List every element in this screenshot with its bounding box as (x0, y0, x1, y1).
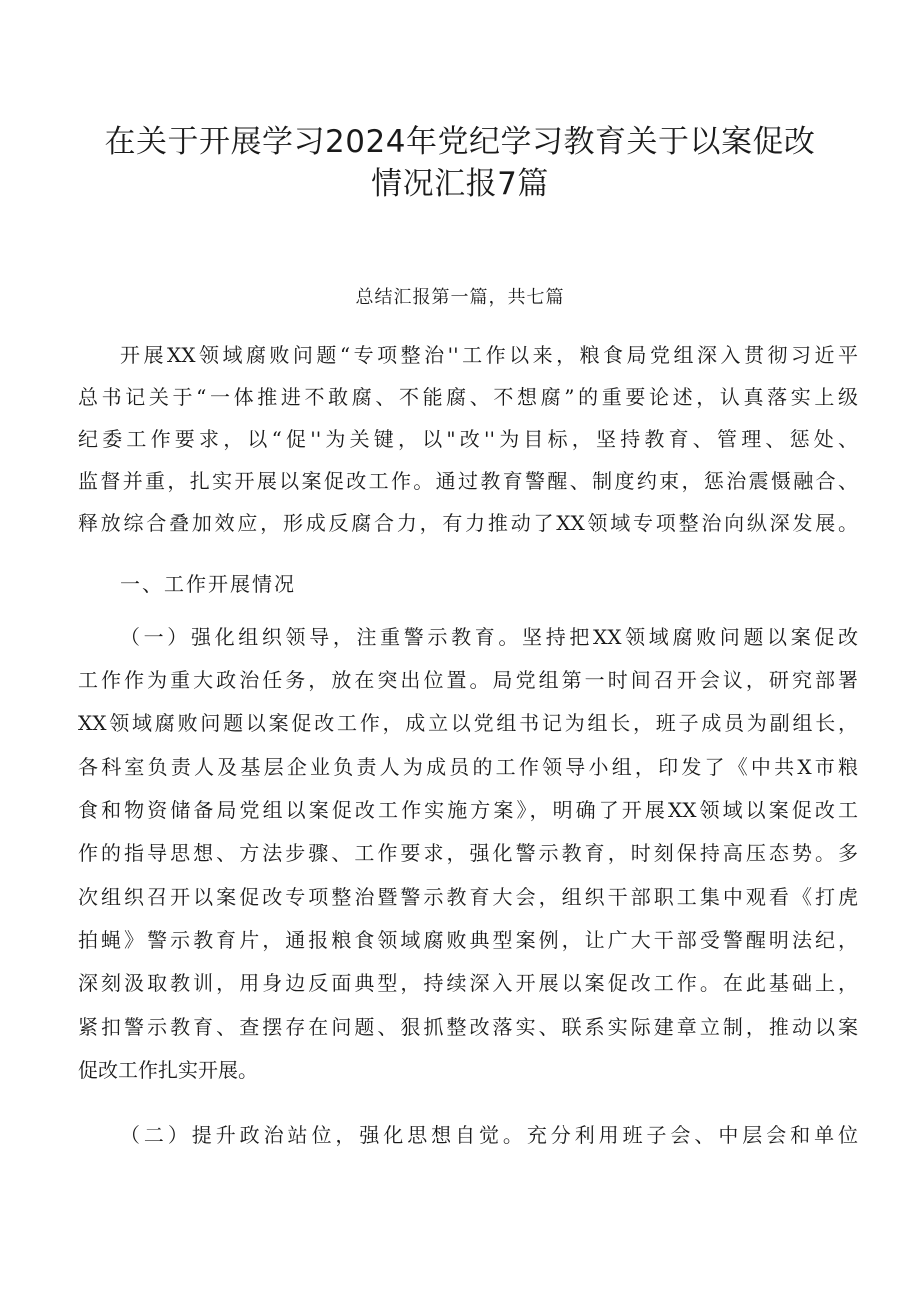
paragraph-line: （二）提升政治站位，强化思想自觉。充分利用班子会、中层会和单位 (120, 1123, 858, 1147)
document-title-line-1: 在关于开展学习2024年党纪学习教育关于以案促改 (104, 124, 816, 160)
paragraph-line: 食和物资储备局党组以案促改工作实施方案》，明确了开展XX领域以案促改工 (78, 798, 858, 822)
document-subtitle: 总结汇报第一篇，共七篇 (355, 287, 565, 308)
intro-line: 监督并重，扎实开展以案促改工作。通过教育警醒、制度约束，惩治震慑融合、 (78, 469, 858, 493)
intro-line: 总书记关于“一体推进不敢腐、不能腐、不想腐”的重要论述，认真落实上级 (78, 385, 858, 409)
paragraph-line: 各科室负责人及基层企业负责人为成员的工作领导小组，印发了《中共X市粮 (78, 755, 858, 779)
paragraph-line: 紧扣警示教育、查摆存在问题、狠抓整改落实、联系实际建章立制，推动以案 (78, 1015, 858, 1039)
paragraph-line: 拍蝇》警示教育片，通报粮食领域腐败典型案例，让广大干部受警醒明法纪， (78, 928, 858, 952)
paragraph-line: 促改工作扎实开展。 (78, 1058, 258, 1082)
paragraph-line: 深刻汲取教训，用身边反面典型，持续深入开展以案促改工作。在此基础上， (78, 971, 858, 995)
intro-line: 纪委工作要求，以“促''为关键，以"改''为目标，坚持教育、管理、惩处、 (78, 427, 858, 451)
intro-line: 开展XX领域腐败问题“专项整治''工作以来，粮食局党组深入贯彻习近平 (120, 343, 858, 367)
section-heading: 一、工作开展情况 (120, 572, 296, 596)
paragraph-line: XX领域腐败问题以案促改工作，成立以党组书记为组长，班子成员为副组长， (78, 711, 858, 735)
paragraph-line: 次组织召开以案促改专项整治暨警示教育大会，组织干部职工集中观看《打虎 (78, 885, 858, 909)
paragraph-line: 作的指导思想、方法步骤、工作要求，强化警示教育，时刻保持高压态势。多 (78, 841, 858, 865)
document-title-line-2: 情况汇报7篇 (371, 166, 549, 202)
paragraph-line: （一）强化组织领导，注重警示教育。坚持把XX领域腐败问题以案促改 (120, 625, 858, 649)
paragraph-line: 工作作为重大政治任务，放在突出位置。局党组第一时间召开会议，研究部署 (78, 668, 858, 692)
intro-line: 释放综合叠加效应，形成反腐合力，有力推动了XX领域专项整治向纵深发展。 (78, 511, 858, 535)
